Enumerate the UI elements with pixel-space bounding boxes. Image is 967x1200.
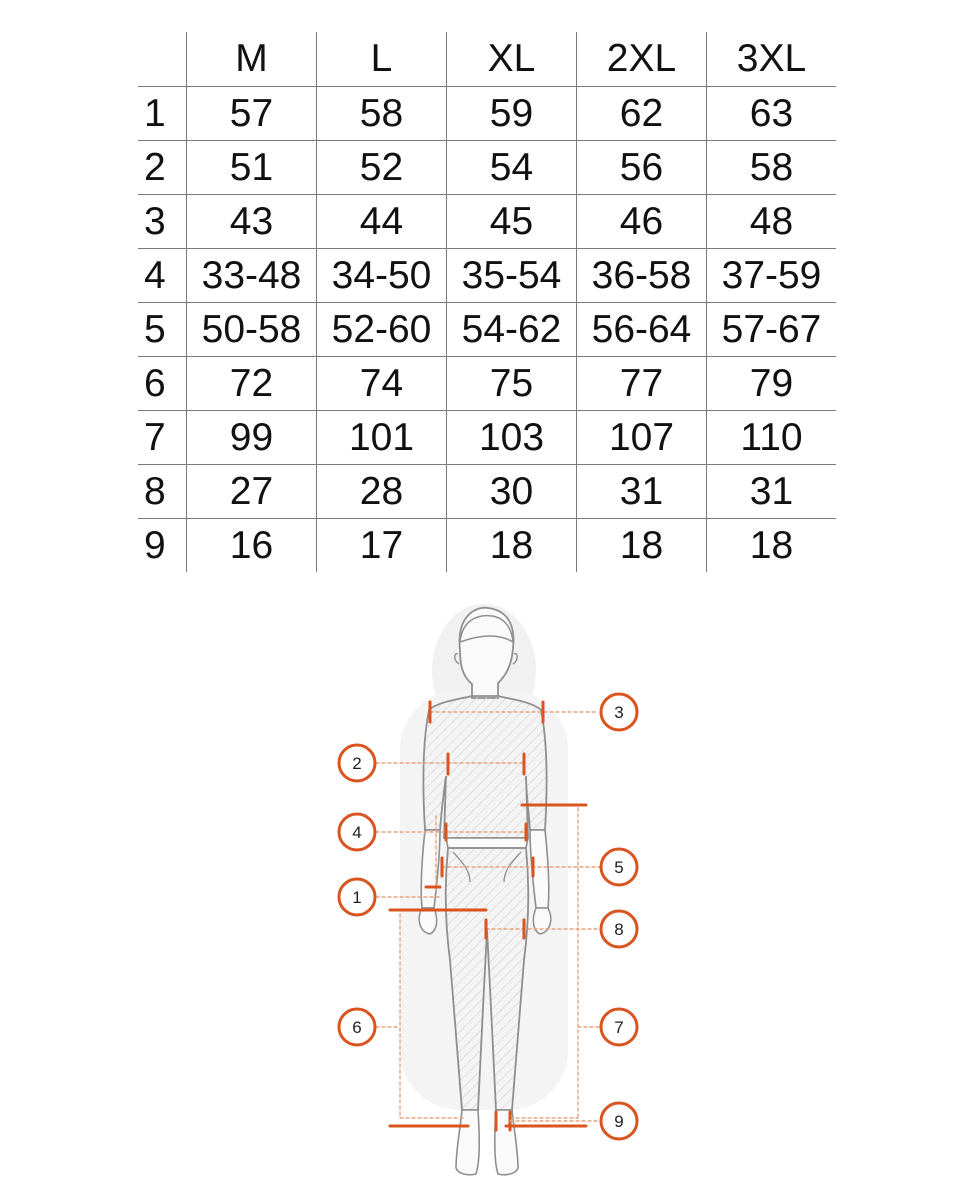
table-cell: 56-64	[577, 303, 707, 357]
table-cell: 77	[577, 357, 707, 411]
row-label: 9	[144, 523, 166, 567]
table-cell: 36-58	[577, 249, 707, 303]
table-cell: 34-50	[317, 249, 447, 303]
table-row	[138, 87, 836, 141]
table-row	[138, 141, 836, 195]
table-row	[138, 519, 836, 573]
measurement-figure	[0, 590, 967, 1200]
table-cell: 74	[317, 357, 447, 411]
table-cell: 33-48	[187, 249, 317, 303]
table-cell: 37-59	[707, 249, 837, 303]
marker-7-label: 7	[614, 1018, 624, 1037]
table-cell: 54	[447, 141, 577, 195]
table-cell: 28	[317, 465, 447, 519]
table-cell: 72	[187, 357, 317, 411]
column-header-m: M	[187, 32, 317, 87]
body-measurement-diagram	[0, 590, 967, 1200]
marker-9-label: 9	[614, 1112, 624, 1131]
table-cell: 27	[187, 465, 317, 519]
row-label: 4	[138, 249, 187, 303]
table-row	[138, 357, 836, 411]
table-cell: 99	[187, 411, 317, 465]
table-cell: 31	[577, 465, 707, 519]
header-corner-cell	[138, 32, 187, 87]
table-row	[138, 195, 836, 249]
marker-1-label: 1	[352, 888, 362, 907]
marker-8-label: 8	[614, 920, 624, 939]
table-cell: 18	[447, 519, 577, 573]
row-label: 5	[138, 303, 187, 357]
table-cell: 58	[707, 141, 837, 195]
table-cell: 63	[707, 87, 837, 141]
table-cell: 103	[447, 411, 577, 465]
table-cell: 45	[447, 195, 577, 249]
table-cell: 52	[317, 141, 447, 195]
row-label: 7	[138, 411, 187, 465]
table-header-row	[138, 32, 836, 87]
table-cell: 54-62	[447, 303, 577, 357]
marker-2-label: 2	[352, 754, 362, 773]
column-header-xl: XL	[447, 32, 577, 87]
row-label: 2	[138, 141, 187, 195]
table-cell: 110	[707, 411, 837, 465]
table-cell: 57	[187, 87, 317, 141]
marker-3	[601, 694, 637, 730]
table-cell: 51	[187, 141, 317, 195]
marker-5-label: 5	[614, 858, 624, 877]
marker-4	[339, 814, 375, 850]
table-cell: 18	[707, 519, 837, 573]
table-cell: 17	[317, 519, 447, 573]
marker-3-label: 3	[614, 703, 624, 722]
marker-2	[339, 745, 375, 781]
marker-5	[601, 849, 637, 885]
table-cell: 31	[707, 465, 837, 519]
table-cell: 16	[187, 519, 317, 573]
table-cell: 52-60	[317, 303, 447, 357]
table-cell: 59	[447, 87, 577, 141]
table-cell: 46	[577, 195, 707, 249]
table-cell: 79	[707, 357, 837, 411]
marker-1	[339, 879, 375, 915]
marker-4-label: 4	[352, 823, 362, 842]
table-row	[138, 249, 836, 303]
table-cell: 56	[577, 141, 707, 195]
row-label: 3	[138, 195, 187, 249]
size-chart-table	[138, 32, 836, 572]
marker-9	[601, 1103, 637, 1139]
column-header-l: L	[317, 32, 447, 87]
marker-8	[601, 911, 637, 947]
table-cell: 18	[577, 519, 707, 573]
table-row	[138, 465, 836, 519]
row-label: 6	[138, 357, 187, 411]
table-cell: 30	[447, 465, 577, 519]
table-cell: 57-67	[707, 303, 837, 357]
column-header-3xl: 3XL	[707, 32, 837, 87]
marker-6-label: 6	[352, 1018, 362, 1037]
table-row	[138, 411, 836, 465]
table-cell: 75	[447, 357, 577, 411]
table-cell: 43	[187, 195, 317, 249]
table-cell: 48	[707, 195, 837, 249]
table-cell: 35-54	[447, 249, 577, 303]
table-cell: 107	[577, 411, 707, 465]
marker-6	[339, 1009, 375, 1045]
marker-7	[601, 1009, 637, 1045]
table-cell: 62	[577, 87, 707, 141]
table-row	[138, 303, 836, 357]
row-label: 1	[138, 87, 187, 141]
table-cell: 58	[317, 87, 447, 141]
column-header-2xl: 2XL	[577, 32, 707, 87]
row-label: 8	[138, 465, 187, 519]
table-cell: 50-58	[187, 303, 317, 357]
table-cell: 44	[317, 195, 447, 249]
table-cell: 101	[317, 411, 447, 465]
